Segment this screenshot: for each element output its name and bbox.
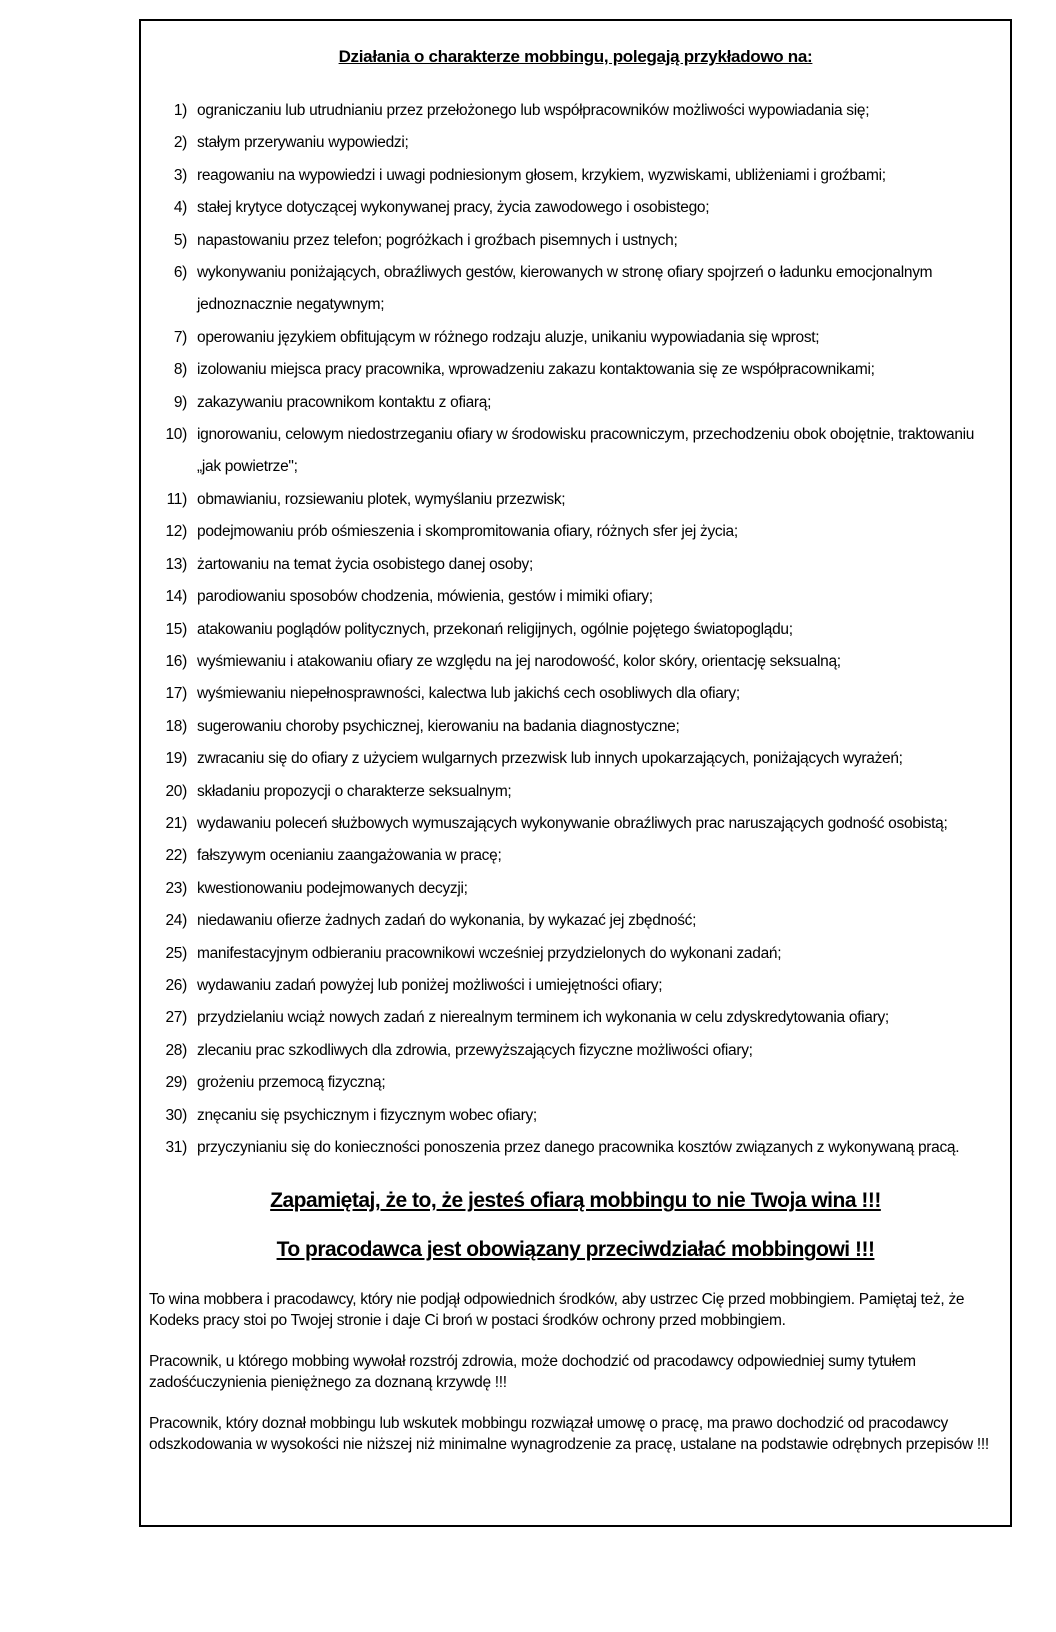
list-item (163, 387, 1000, 419)
list-item-number: 14) (165, 588, 187, 606)
list-item-number: 12) (165, 523, 187, 541)
list-item-text: atakowaniu poglądów politycznych, przekonań religijnych, ogólnie pojętego światopoglądu; (197, 620, 793, 638)
list-item-text: fałszywym ocenianiu zaangażowania w pracę; (197, 847, 502, 865)
list-item (163, 1132, 1000, 1164)
list-item-number: 30) (165, 1106, 187, 1124)
mobbing-actions-list (163, 95, 1000, 1164)
list-item-number: 6) (173, 264, 187, 282)
list-item (163, 257, 1000, 322)
list-item-number: 5) (173, 231, 187, 249)
list-item-text: niedawaniu ofierze żadnych zadań do wykonania, by wykazać jej zbędność; (197, 912, 697, 930)
list-item-number: 29) (165, 1074, 187, 1092)
paragraph-contract-damages: Pracownik, który doznał mobbingu lub wskutek mobbingu rozwiązał umowę o pracę, ma prawo dochodzić od pracodawcy odszkodowania w wysokości nie niższej niż minimalne wynagrodzenie za pracę, ustalane na podstawie odrębnych przepisów !!! (149, 1415, 989, 1453)
list-item-number: 11) (166, 490, 187, 508)
list-item-number: 25) (165, 944, 187, 962)
list-item-number: 24) (165, 912, 187, 930)
list-item (163, 322, 1000, 354)
list-item-number: 16) (165, 652, 187, 670)
list-item-text: żartowaniu na temat życia osobistego danej osoby; (197, 555, 533, 573)
list-item-text: operowaniu językiem obfitującym w różnego rodzaju aluzje, unikaniu wypowiadania się wprost; (197, 328, 820, 346)
list-item-number: 23) (165, 879, 187, 897)
list-item-text: kwestionowaniu podejmowanych decyzji; (197, 879, 468, 897)
list-item-number: 27) (165, 1009, 187, 1027)
list-item-text: parodiowaniu sposobów chodzenia, mówienia, gestów i mimiki ofiary; (197, 588, 653, 606)
list-item (163, 743, 1000, 775)
emphasis-employer-obligation: To pracodawca jest obowiązany przeciwdziałać mobbingowi !!! (276, 1238, 875, 1262)
list-item-text: składaniu propozycji o charakterze seksualnym; (197, 782, 512, 800)
list-item (163, 484, 1000, 516)
list-item (163, 225, 1000, 257)
list-item (163, 1035, 1000, 1067)
list-item-number: 31) (165, 1139, 187, 1156)
list-item-text: wyśmiewaniu i atakowaniu ofiary ze względu na jej narodowość, kolor skóry, orientację seksualną; (197, 652, 841, 670)
list-item-number: 26) (165, 976, 187, 994)
list-item-number: 20) (165, 782, 187, 800)
list-item (163, 1002, 1000, 1034)
list-item (163, 678, 1000, 710)
list-item (163, 419, 1000, 484)
list-item (163, 711, 1000, 743)
emphasis-victim-not-your-fault: Zapamiętaj, że to, że jesteś ofiarą mobbingu to nie Twoja wina !!! (270, 1189, 881, 1213)
list-item-number: 10) (165, 426, 187, 444)
list-item-text: zlecaniu prac szkodliwych dla zdrowia, przewyższających fizyczne możliwości ofiary; (197, 1041, 753, 1059)
list-item-number: 4) (173, 199, 187, 217)
list-item-text: izolowaniu miejsca pracy pracownika, wprowadzeniu zakazu kontaktowania się ze współpracownikami; (197, 361, 875, 379)
list-item-text: wydawaniu poleceń służbowych wymuszających wykonywanie obraźliwych prac naruszających godność osobistą; (197, 814, 948, 832)
list-item-number: 22) (165, 847, 187, 865)
list-item (163, 160, 1000, 192)
list-item-text: wyśmiewaniu niepełnosprawności, kalectwa lub jakichś cech osobliwych dla ofiary; (197, 685, 740, 703)
list-item-number: 28) (165, 1041, 187, 1059)
list-item (163, 581, 1000, 613)
list-item-text: napastowaniu przez telefon; pogróżkach i groźbach pisemnych i ustnych; (197, 231, 678, 249)
list-item-text: zakazywaniu pracownikom kontaktu z ofiarą; (197, 393, 492, 411)
list-item-number: 9) (173, 393, 187, 411)
paragraph-health-compensation: Pracownik, u którego mobbing wywołał rozstrój zdrowia, może dochodzić od pracodawcy odpowiedniej sumy tytułem zadośćuczynienia pieniężnego za doznaną krzywdę !!! (149, 1353, 916, 1391)
list-item (163, 776, 1000, 808)
list-item-text: obmawianiu, rozsiewaniu plotek, wymyślaniu przezwisk; (197, 490, 566, 508)
list-item-text: ignorowaniu, celowym niedostrzeganiu ofiary w środowisku pracowniczym, przechodzeniu obok obojętnie, traktowaniu „jak powietrze"; (197, 426, 975, 476)
list-item-text: wykonywaniu poniżających, obraźliwych gestów, kierowanych w stronę ofiary spojrzeń o ładunku emocjonalnym jednoznacznie negatywnym; (197, 264, 933, 314)
list-item (163, 646, 1000, 678)
list-item (163, 549, 1000, 581)
list-item-text: stałym przerywaniu wypowiedzi; (197, 134, 409, 152)
list-item-text: reagowaniu na wypowiedzi i uwagi podniesionym głosem, krzykiem, wyzwiskami, ubliżeniami i groźbami; (197, 166, 886, 184)
list-item-text: stałej krytyce dotyczącej wykonywanej pracy, życia zawodowego i osobistego; (197, 199, 710, 217)
list-item (163, 614, 1000, 646)
list-item (163, 1100, 1000, 1132)
document-border-frame (139, 19, 1012, 1527)
list-item-text: podejmowaniu prób ośmieszenia i skompromitowania ofiary, różnych sfer jej życia; (197, 523, 738, 541)
list-item (163, 873, 1000, 905)
paragraph-mobber-employer-fault: To wina mobbera i pracodawcy, który nie podjął odpowiednich środków, aby ustrzec Cię przed mobbingiem. Pamiętaj też, że Kodeks pracy stoi po Twojej stronie i daje Ci broń w postaci środków ochrony przed mobbingiem. (149, 1291, 965, 1329)
list-item-number: 19) (165, 750, 187, 768)
list-item (163, 970, 1000, 1002)
list-item (163, 192, 1000, 224)
list-item-text: wydawaniu zadań powyżej lub poniżej możliwości i umiejętności ofiary; (197, 976, 663, 994)
list-item-number: 8) (173, 361, 187, 379)
list-item-text: znęcaniu się psychicznym i fizycznym wobec ofiary; (197, 1106, 537, 1124)
list-item-text: przyczynianiu się do konieczności ponoszenia przez danego pracownika kosztów związanych z wykonywaną pracą. (197, 1139, 960, 1156)
list-item-number: 7) (173, 328, 187, 346)
list-item-text: ograniczaniu lub utrudnianiu przez przełożonego lub współpracowników możliwości wypowiadania się; (197, 102, 870, 119)
list-item (163, 354, 1000, 386)
list-item-text: manifestacyjnym odbieraniu pracownikowi wcześniej przydzielonych do wykonani zadań; (197, 944, 782, 962)
list-item (163, 127, 1000, 159)
list-item-number: 21) (165, 814, 187, 832)
list-item-number: 3) (173, 166, 187, 184)
list-item-number: 18) (165, 717, 187, 735)
list-item (163, 95, 1000, 127)
list-item (163, 905, 1000, 937)
closing-paragraphs (147, 1290, 1004, 1455)
list-item-number: 1) (173, 102, 187, 119)
list-item-text: przydzielaniu wciąż nowych zadań z nierealnym terminem ich wykonania w celu zdyskredytowania ofiary; (197, 1009, 889, 1027)
list-item-text: grożeniu przemocą fizyczną; (197, 1074, 386, 1092)
list-item-number: 2) (173, 134, 187, 152)
list-item-text: zwracaniu się do ofiary z użyciem wulgarnych przezwisk lub innych upokarzających, poniżających wyrażeń; (197, 750, 903, 768)
list-item (163, 1067, 1000, 1099)
document-title: Działania o charakterze mobbingu, polegają przykładowo na: (338, 47, 813, 66)
list-item-number: 17) (165, 685, 187, 703)
list-item-number: 13) (165, 555, 187, 573)
list-item-number: 15) (165, 620, 187, 638)
list-item (163, 808, 1000, 840)
list-item (163, 516, 1000, 548)
list-item-text: sugerowaniu choroby psychicznej, kierowaniu na badania diagnostyczne; (197, 717, 680, 735)
list-item (163, 938, 1000, 970)
list-item (163, 840, 1000, 872)
